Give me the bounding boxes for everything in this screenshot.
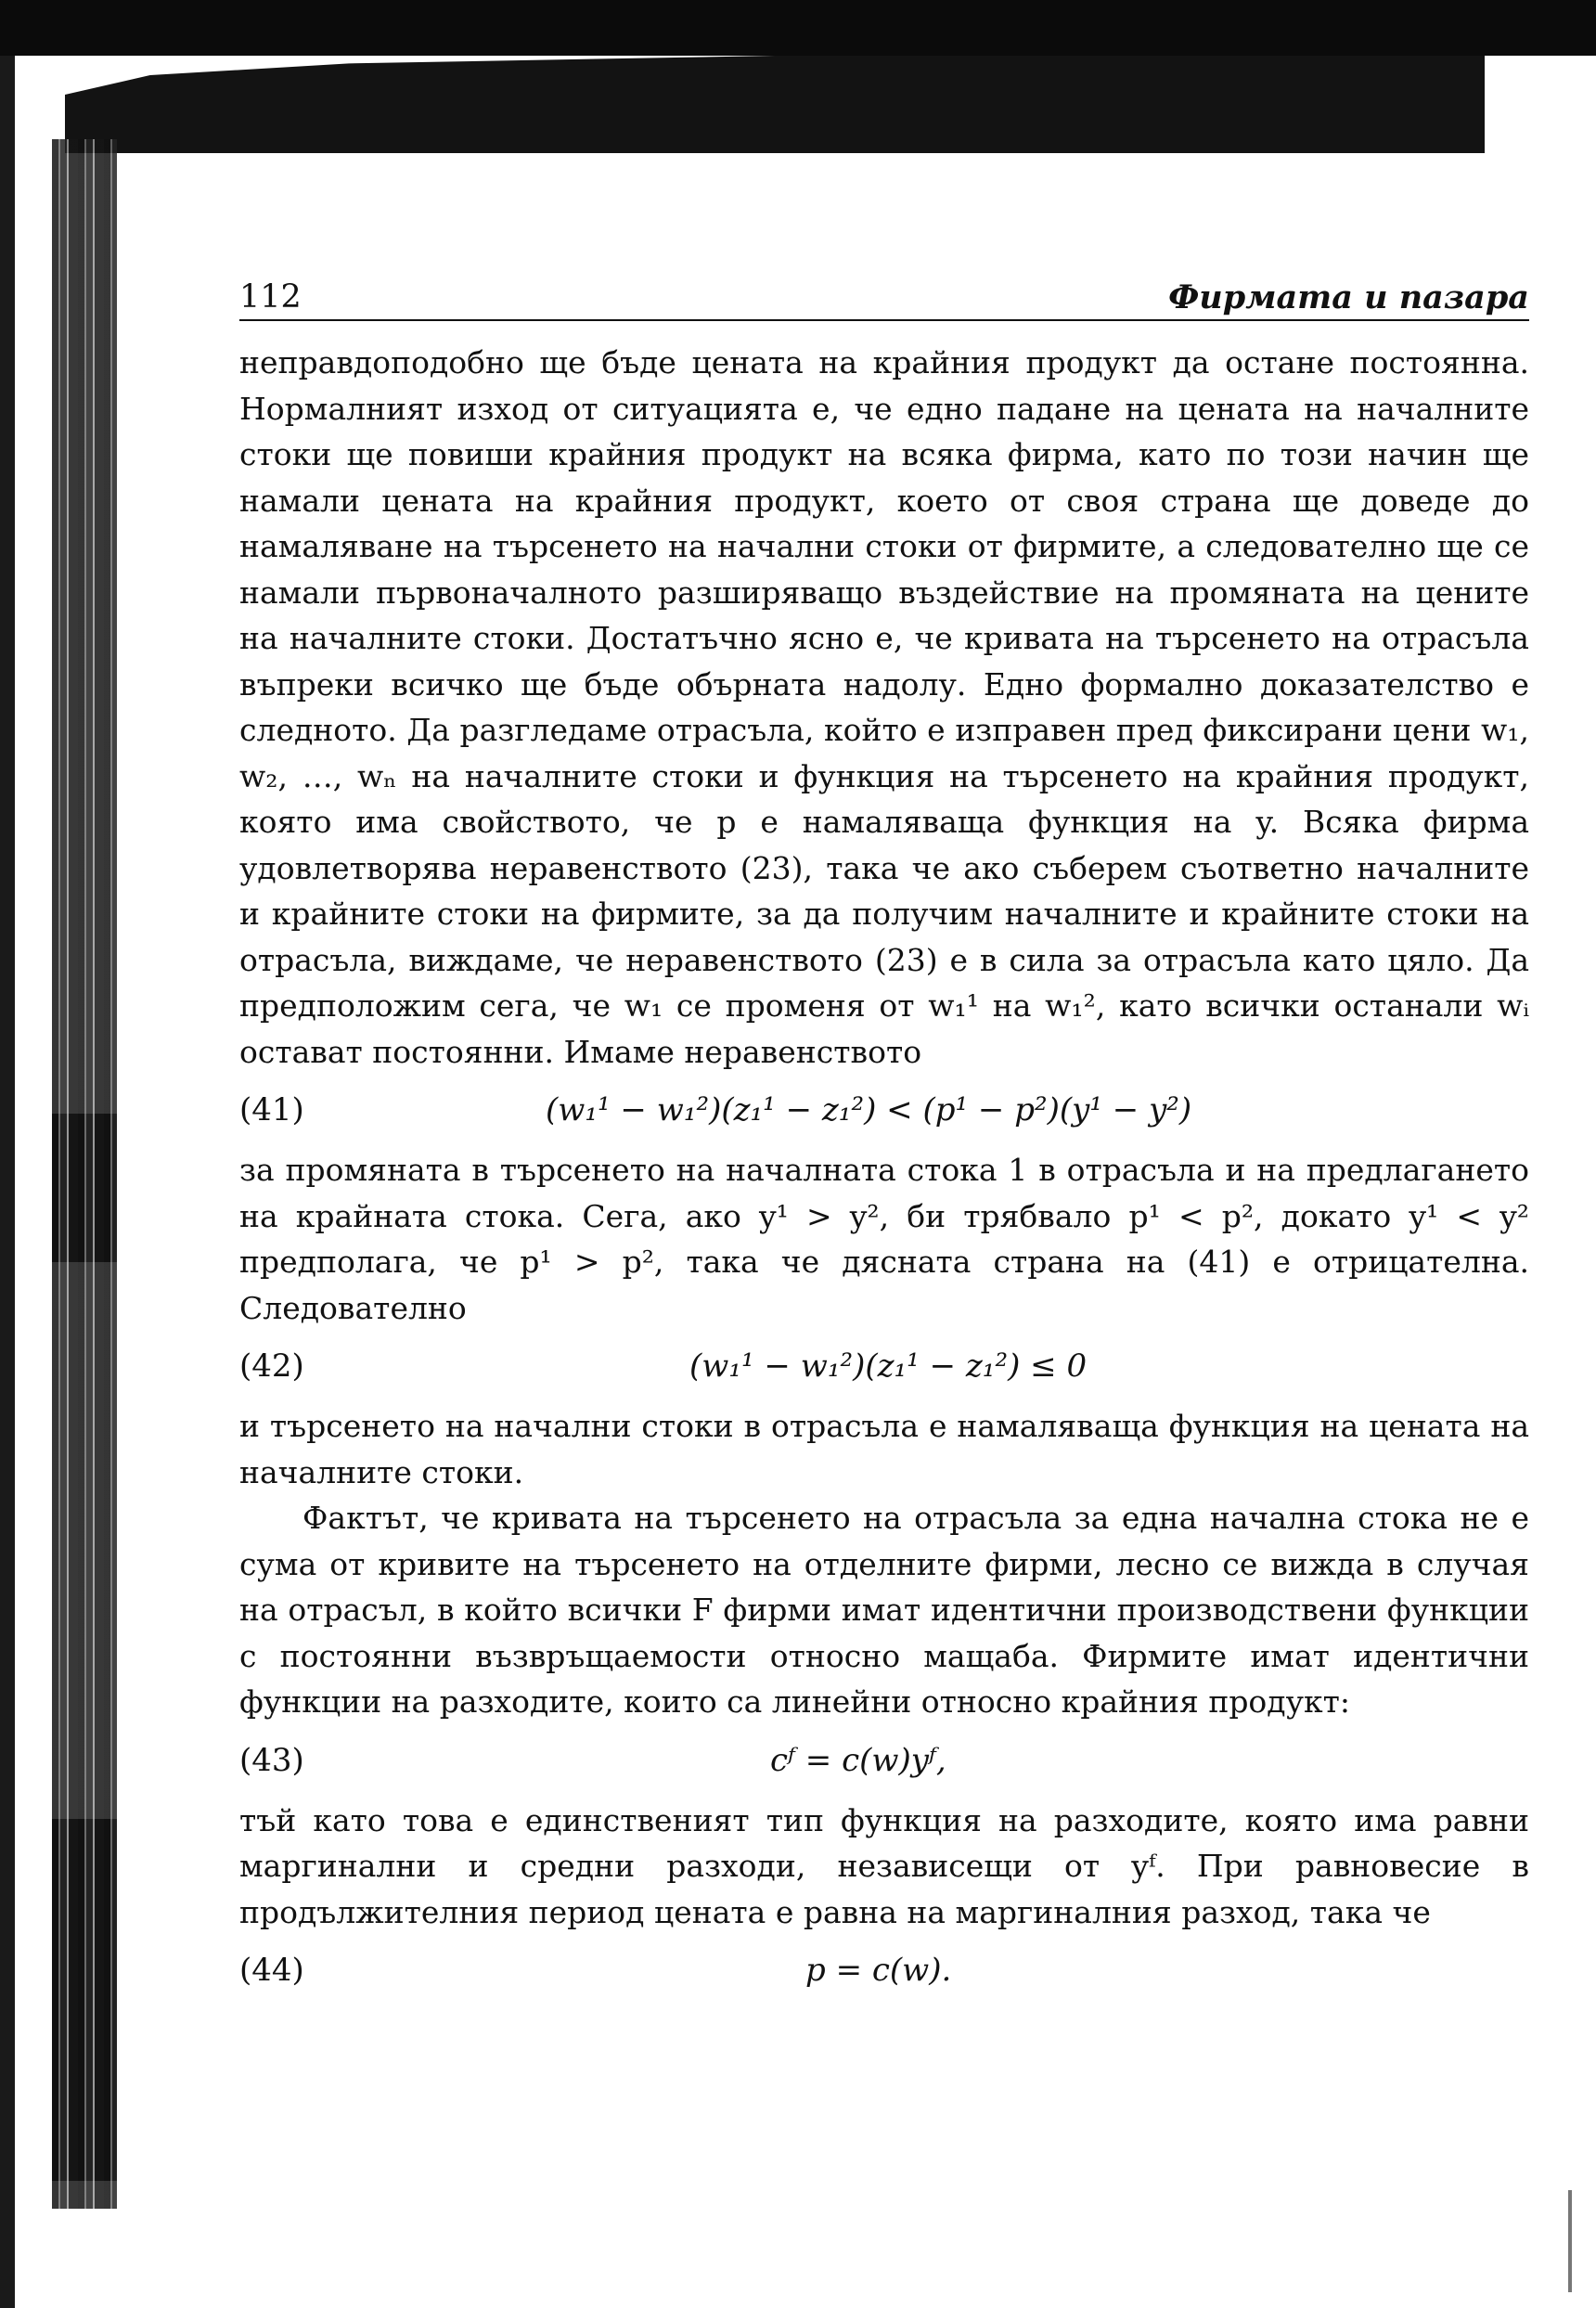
- equation-44: [239, 1935, 1529, 2007]
- equation-formula: (w₁¹ − w₁²)(z₁¹ − z₁²) < (p¹ − p²)(y¹ − y²): [546, 1091, 1192, 1128]
- equation-43: [239, 1725, 1529, 1798]
- page-number: 112: [239, 278, 302, 316]
- paragraph: за промяната в търсенето на началната стока 1 в отрасъла и на предлагането на крайната стока. Сега, ако y¹ > y², би трябвало p¹ < p², докато y¹ < y² предполага, че p¹ > p², така че дясната страна на (41) е отрицателна. Следователно: [239, 1152, 1529, 1326]
- book-page: [239, 278, 1529, 2007]
- equation-number: (44): [239, 1952, 304, 1989]
- equation-number: (43): [239, 1741, 304, 1779]
- equation-number: (42): [239, 1347, 304, 1385]
- equation-41: [239, 1075, 1529, 1147]
- equation-formula: p = c(w).: [805, 1952, 952, 1989]
- equation-42: [239, 1331, 1529, 1403]
- running-title: Фирмата и пазара: [1168, 278, 1529, 316]
- page-body: [239, 340, 1529, 2007]
- paragraph: и търсенето на начални стоки в отрасъла е намаляваща функция на цената на началните стоки.: [239, 1408, 1529, 1490]
- paragraph: Фактът, че кривата на търсенето на отрасъла за една начална стока не е сума от кривите на търсенето на отделните фирми, лесно се вижда в случая на отрасъл, в който всички F фирми имат идентични производствени функции с постоянни възвръщаемости относно мащаба. Фирмите имат идентични функции на разходите, които са линейни относно крайния продукт:: [239, 1500, 1529, 1720]
- scan-top-border: [0, 0, 1596, 56]
- page-header: [239, 278, 1529, 321]
- scan-left-edge: [0, 56, 15, 2308]
- paragraph: тъй като това е единственият тип функция на разходите, която има равни маргинални и средни разходи, независещи от yᶠ. При равновесие в продължителния период цената е равна на маргиналния разход, така че: [239, 1801, 1529, 1930]
- scan-shadow-band: [65, 56, 1485, 153]
- equation-formula: (w₁¹ − w₁²)(z₁¹ − z₁²) ≤ 0: [689, 1347, 1088, 1385]
- equation-formula: cᶠ = c(w)yᶠ,: [770, 1741, 946, 1779]
- scan-spine-shadow: [52, 1114, 117, 1262]
- scan-spine-shadow: [52, 1819, 117, 2181]
- scan-right-mark: [1568, 2190, 1572, 2292]
- paragraph: неправдоподобно ще бъде цената на крайния продукт да остане постоянна. Нормалният изход от ситуацията е, че едно падане на цената на началните стоки ще повиши крайния продукт на всяка фирма, като по този начин ще намали цената на крайния продукт, което от своя страна ще доведе до намаляване на търсенето на начални стоки от фирмите, а следователно ще се намали първоначалното разширяващо въздействие на промяната на цените на началните стоки. Достатъчно ясно е, че кривата на търсенето на отрасъла въпреки всичко ще бъде обърната надолу. Едно формално доказателство е следното. Да разгледаме отрасъла, който е изправен пред фиксирани цени w₁, w₂, …, wₙ на началните стоки и функция на търсенето на крайния продукт, която има свойството, че p е намаляваща функция на y. Всяка фирма удовлетворява неравенството (23), така че ако съберем съответно началните и крайните стоки на фирмите, за да получим началните и крайните стоки на отрасъла, виждаме, че неравенството (23) е в сила за отрасъла като цяло. Да предположим сега, че w₁ се променя от w₁¹ на w₁², като всички останали wᵢ остават постоянни. Имаме неравенството: [239, 344, 1529, 1070]
- equation-number: (41): [239, 1091, 304, 1128]
